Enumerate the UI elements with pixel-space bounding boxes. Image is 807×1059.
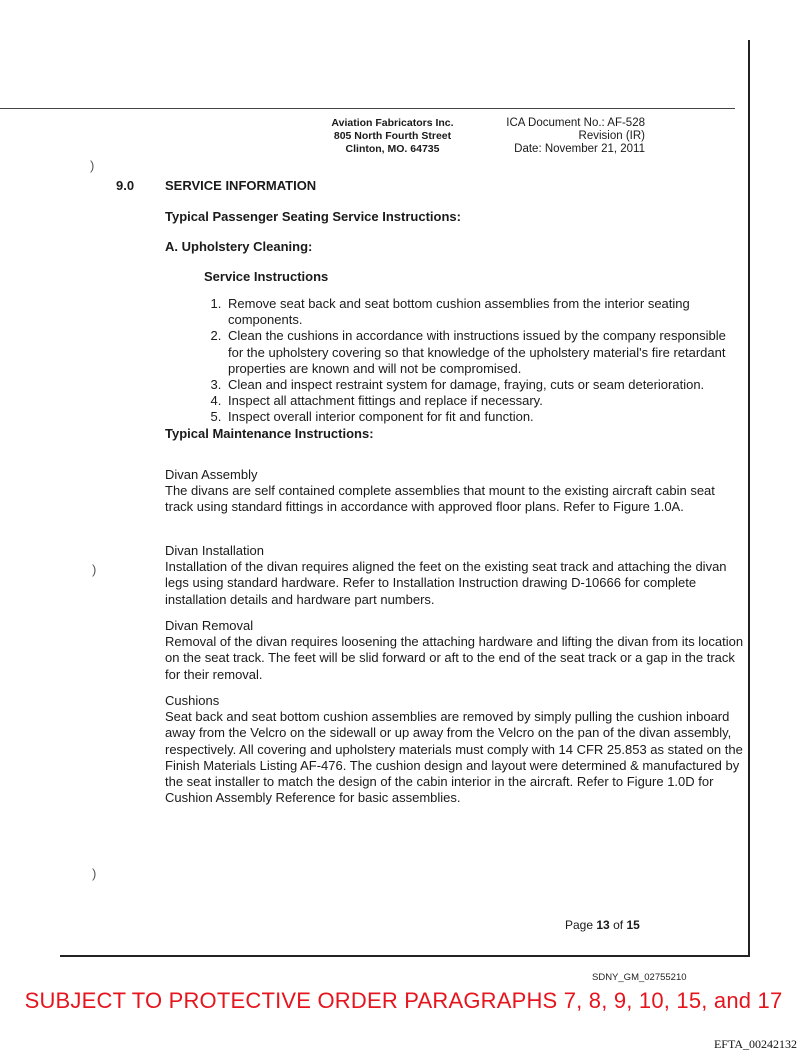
- service-step: 3. Clean and inspect restraint system for damage, fraying, cuts or seam deterioration.: [225, 377, 740, 393]
- document-date: Date: November 21, 2011: [514, 143, 645, 155]
- scan-mark-2: ): [92, 562, 97, 577]
- bates-number: SDNY_GM_02755210: [592, 972, 687, 983]
- company-name: Aviation Fabricators Inc.: [331, 117, 454, 129]
- cushions-title: Cushions: [165, 693, 220, 708]
- divan-removal-title: Divan Removal: [165, 618, 254, 633]
- seating-heading: Typical Passenger Seating Service Instructions:: [165, 209, 461, 224]
- divan-installation-text: Installation of the divan requires aligned the feet on the existing seat track and attaching the divan legs using standard hardware. Refer to Installation Instruction drawing D-10666 for complete installation details and hardware part numbers.: [165, 559, 727, 607]
- divan-assembly-text: The divans are self contained complete assemblies that mount to the existing aircraft cabin seat track using standard fittings in accordance with approved floor plans. Refer to Figure 1.0A.: [165, 483, 715, 515]
- bottom-rule: [60, 955, 750, 957]
- divan-assembly-paragraph: [165, 467, 745, 516]
- document-revision: Revision (IR): [578, 130, 645, 142]
- service-step: 2. Clean the cushions in accordance with instructions issued by the company responsible for the upholstery covering so that knowledge of the upholstery material's fire retardant properties are known and will not be compromised.: [225, 328, 740, 377]
- scan-mark-1: ): [90, 158, 95, 173]
- page-of: of: [613, 918, 624, 932]
- page-number: [565, 918, 640, 932]
- upholstery-heading: A. Upholstery Cleaning:: [165, 239, 313, 254]
- cushions-text: Seat back and seat bottom cushion assemblies are removed by simply pulling the cushion inboard away from the Velcro on the sidewall or up away from the Velcro on the pan of the divan assembly, respectively. All covering and upholstery materials must comply with 14 CFR 25.853 as stated on the Finish Materials Listing AF-476. The cushion design and layout were determined & manufactured by the seat installer to match the design of the cabin interior in the aircraft. Refer to Figure 1.0D for Cushion Assembly Reference for basic assemblies.: [165, 709, 743, 806]
- section-number: 9.0: [116, 178, 135, 193]
- document-info-block: [470, 117, 645, 156]
- company-block: [305, 117, 480, 156]
- cushions-paragraph: [165, 693, 745, 806]
- service-step: 5. Inspect overall interior component for fit and function.: [225, 409, 740, 425]
- right-margin-rule: [748, 40, 750, 957]
- section-title: SERVICE INFORMATION: [165, 178, 317, 193]
- divan-installation-paragraph: [165, 543, 745, 608]
- company-address-line1: 805 North Fourth Street: [333, 130, 452, 142]
- service-step: 1. Remove seat back and seat bottom cushion assemblies from the interior seating components.: [225, 296, 740, 328]
- page-prefix: Page: [565, 918, 594, 932]
- service-heading: Service Instructions: [204, 269, 329, 284]
- maintenance-heading: Typical Maintenance Instructions:: [165, 426, 374, 441]
- document-number: ICA Document No.: AF-528: [506, 117, 645, 129]
- page-current: 13: [596, 918, 610, 932]
- service-step: 4. Inspect all attachment fittings and replace if necessary.: [225, 393, 740, 409]
- protective-order-notice: SUBJECT TO PROTECTIVE ORDER PARAGRAPHS 7, 8, 9, 10, 15, and 17: [24, 988, 783, 1013]
- divan-installation-title: Divan Installation: [165, 543, 264, 558]
- divan-removal-paragraph: [165, 618, 745, 683]
- page-total: 15: [626, 918, 640, 932]
- scan-mark-3: ): [92, 866, 97, 881]
- service-steps: [205, 296, 740, 426]
- divan-assembly-title: Divan Assembly: [165, 467, 258, 482]
- top-rule: [0, 108, 735, 109]
- divan-removal-text: Removal of the divan requires loosening the attaching hardware and lifting the divan from its location on the seat track. The feet will be slid forward or aft to the end of the seat track or a gap in the track for their removal.: [165, 634, 744, 682]
- company-address-line2: Clinton, MO. 64735: [345, 143, 440, 155]
- efta-number: EFTA_00242132: [713, 1037, 797, 1051]
